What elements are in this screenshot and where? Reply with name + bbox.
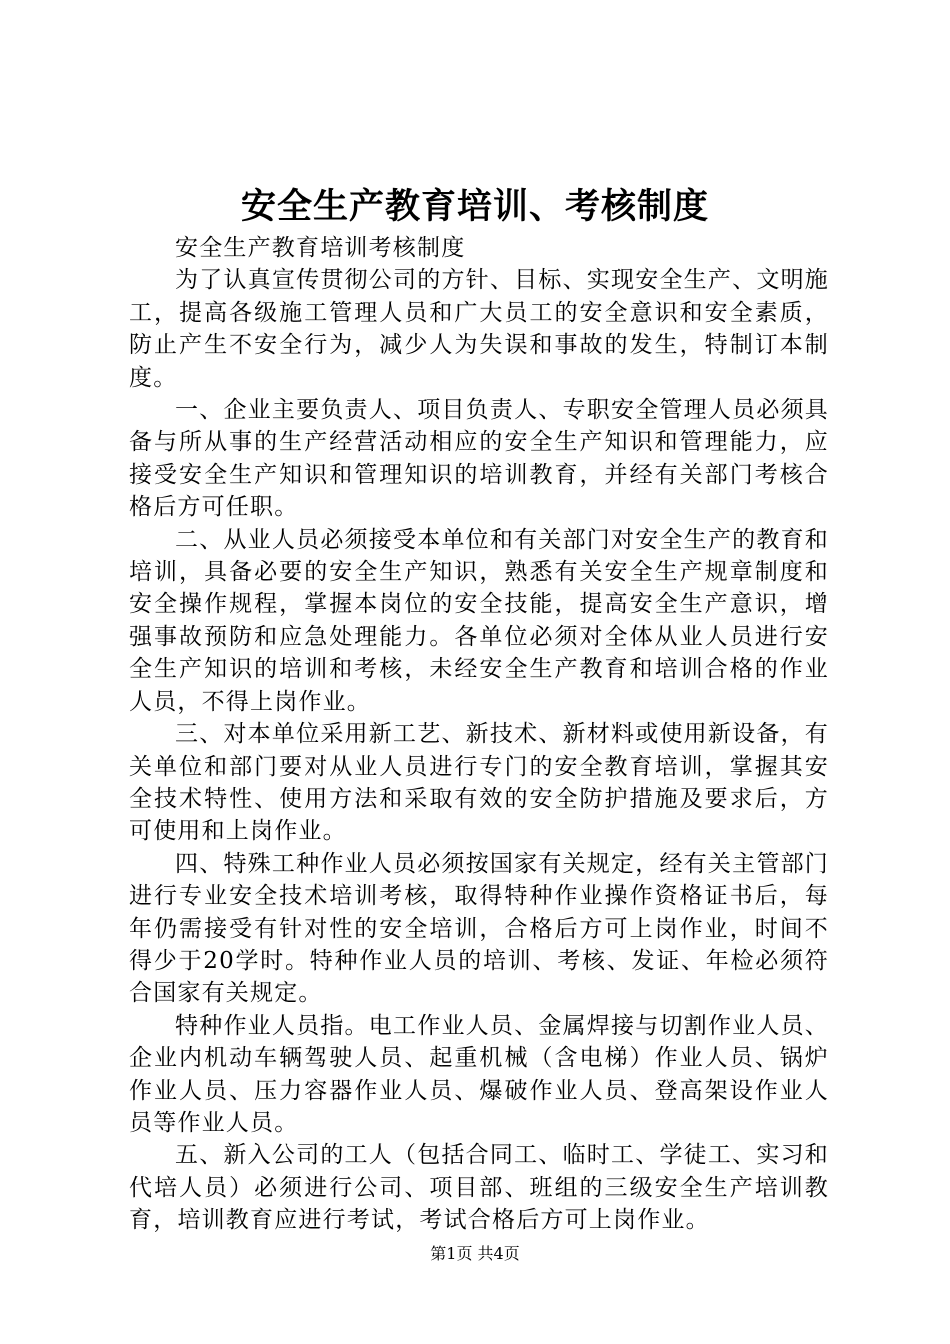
document-title: 安全生产教育培训、考核制度 <box>240 186 709 227</box>
paragraph-item-2: 二、从业人员必须接受本单位和有关部门对安全生产的教育和培训，具备必要的安全生产知识，熟悉有关安全生产规章制度和安全操作规程，掌握本岗位的安全技能，提高安全生产意识，增强事故预防和应急处理能力。各单位必须对全体从业人员进行安全生产知识的培训和考核，未经安全生产教育和培训合格的作业人员，不得上岗作业。 <box>129 526 829 715</box>
paragraph-intro: 为了认真宣传贯彻公司的方针、目标、实现安全生产、文明施工，提高各级施工管理人员和广大员工的安全意识和安全素质，防止产生不安全行为，减少人为失误和事故的发生，特制订本制度。 <box>129 267 829 391</box>
paragraph-item-3: 三、对本单位采用新工艺、新技术、新材料或使用新设备，有关单位和部门要对从业人员进行专门的安全教育培训，掌握其安全技术特性、使用方法和采取有效的安全防护措施及要求后，方可使用和上岗作业。 <box>129 721 829 845</box>
paragraph-item-4: 四、特殊工种作业人员必须按国家有关规定，经有关主管部门进行专业安全技术培训考核，取得特种作业操作资格证书后，每年仍需接受有针对性的安全培训，合格后方可上岗作业，时间不得少于20学时。特种作业人员的培训、考核、发证、年检必须符合国家有关规定。 <box>129 850 829 1007</box>
paragraph-item-5: 五、新入公司的工人（包括合同工、临时工、学徒工、实习和代培人员）必须进行公司、项目部、班组的三级安全生产培训教育，培训教育应进行考试，考试合格后方可上岗作业。 <box>129 1142 829 1234</box>
document-body <box>129 232 829 1237</box>
document-subtitle: 安全生产教育培训考核制度 <box>175 235 466 261</box>
paragraph-item-1: 一、企业主要负责人、项目负责人、专职安全管理人员必须具备与所从事的生产经营活动相应的安全生产知识和管理能力，应接受安全生产知识和管理知识的培训教育，并经有关部门考核合格后方可任职。 <box>129 397 829 521</box>
paragraph-special-workers: 特种作业人员指。电工作业人员、金属焊接与切割作业人员、企业内机动车辆驾驶人员、起重机械（含电梯）作业人员、锅炉作业人员、压力容器作业人员、爆破作业人员、登高架设作业人员等作业人员。 <box>129 1012 829 1136</box>
page-number-footer: 第1页 共4页 <box>430 1244 520 1263</box>
